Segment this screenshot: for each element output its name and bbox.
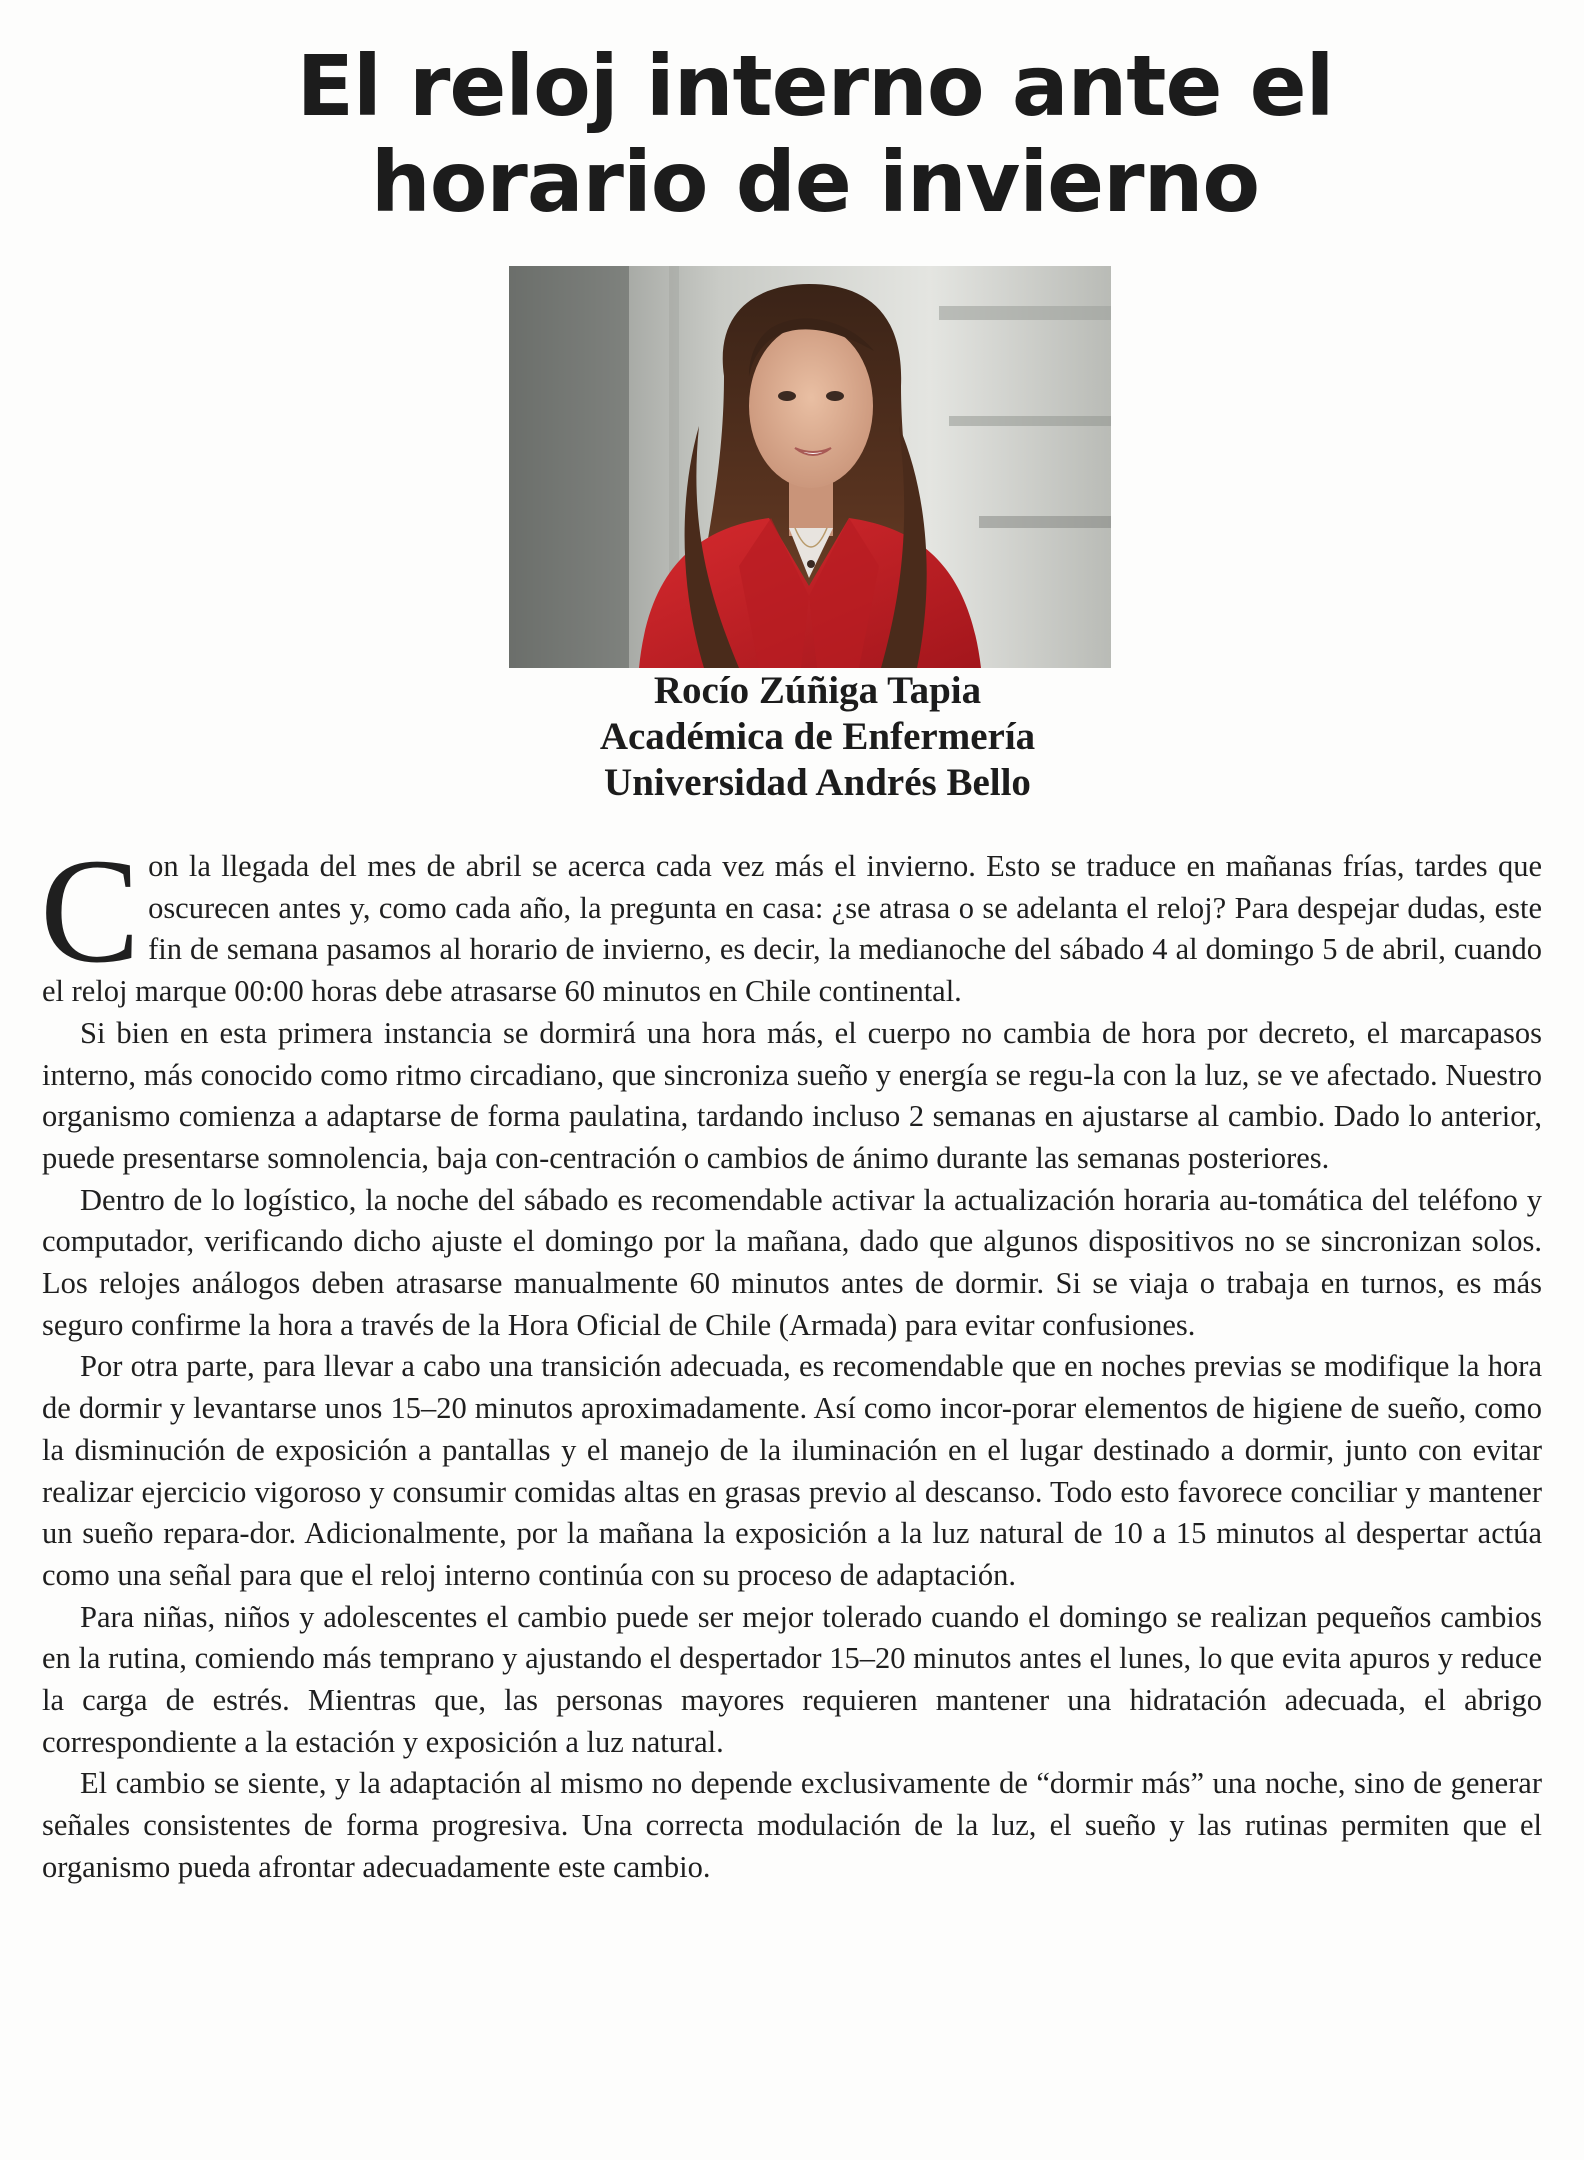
paragraph-text: on la llegada del mes de abril se acerca cada vez más el invierno. Esto se traduce en mañanas frías, tardes que oscurecen antes y, como cada año, la pregunta en casa: ¿se atrasa o se adelanta el reloj? Para despejar dudas, este fin de semana pasamos al horario de invierno, es decir, la medianoche del sábado 4 al domingo 5 de abril, cuando el reloj marque 00:00 horas debe atrasarse 60 minutos en Chile continental. [42, 849, 1542, 1009]
article-headline [150, 38, 1480, 230]
author-name: Rocío Zúñiga Tapia [653, 669, 982, 712]
article-paragraph-4: Por otra parte, para llevar a cabo una transición adecuada, es recomendable que en noches previas se modifique la hora de dormir y levantarse unos 15–20 minutos aproximadamente. Así como incor-porar elementos de higiene de sueño, como la disminución de exposición a pantallas y el manejo de la iluminación en el lugar destinado a dormir, junto con evitar realizar ejercicio vigoroso y consumir comidas altas en grasas previo al descanso. Todo esto favorece conciliar y mantener un sueño repara-dor. Adicionalmente, por la mañana la exposición a la luz natural de 10 a 15 minutos al despertar actúa como una señal para que el reloj interno continúa con su proceso de adaptación. [42, 1349, 1542, 1592]
author-byline [400, 668, 1235, 806]
article-paragraph-3: Dentro de lo logístico, la noche del sábado es recomendable activar la actualización horaria au-tomática del teléfono y computador, verificando dicho ajuste el domingo por la mañana, dado que algunos dispositivos no se sincronizan solos. Los relojes análogos deben atrasarse manualmente 60 minutos antes de dormir. Si se viaja o trabaja en turnos, es más seguro confirme la hora a través de la Hora Oficial de Chile (Armada) para evitar confusiones. [42, 1182, 1542, 1342]
author-portrait-photo [509, 266, 1111, 668]
article-paragraph-1 [40, 828, 1542, 1013]
author-institution: Universidad Andrés Bello [604, 761, 1031, 804]
headline-line-1: El reloj interno ante el [296, 37, 1334, 135]
article-body [40, 828, 1542, 1889]
article-paragraph-5: Para niñas, niños y adolescentes el cambio puede ser mejor tolerado cuando el domingo se realizan pequeños cambios en la rutina, comiendo más temprano y ajustando el despertador 15–20 minutos antes el lunes, lo que evita apuros y reduce la carga de estrés. Mientras que, las personas mayores requieren mantener una hidratación adecuada, el abrigo correspondiente a la estación y exposición a luz natural. [42, 1599, 1542, 1759]
article-paragraph-2: Si bien en esta primera instancia se dormirá una hora más, el cuerpo no cambia de hora por decreto, el marcapasos interno, más conocido como ritmo circadiano, que sincroniza sueño y energía se regu-la con la luz, se ve afectado. Nuestro organismo comienza a adaptarse de forma paulatina, tardando incluso 2 semanas en ajustarse al cambio. Dado lo anterior, puede presentarse somnolencia, baja con-centración o cambios de ánimo durante las semanas posteriores. [42, 1015, 1542, 1175]
drop-cap: C [40, 828, 141, 994]
headline-line-2: horario de invierno [370, 133, 1260, 231]
author-role: Académica de Enfermería [599, 715, 1036, 758]
portrait-illustration [509, 266, 1111, 668]
article-paragraph-6: El cambio se siente, y la adaptación al mismo no depende exclusivamente de “dormir más” una noche, sino de generar señales consistentes de forma progresiva. Una correcta modulación de la luz, el sueño y las rutinas permiten que el organismo pueda afrontar adecuadamente este cambio. [42, 1766, 1542, 1884]
